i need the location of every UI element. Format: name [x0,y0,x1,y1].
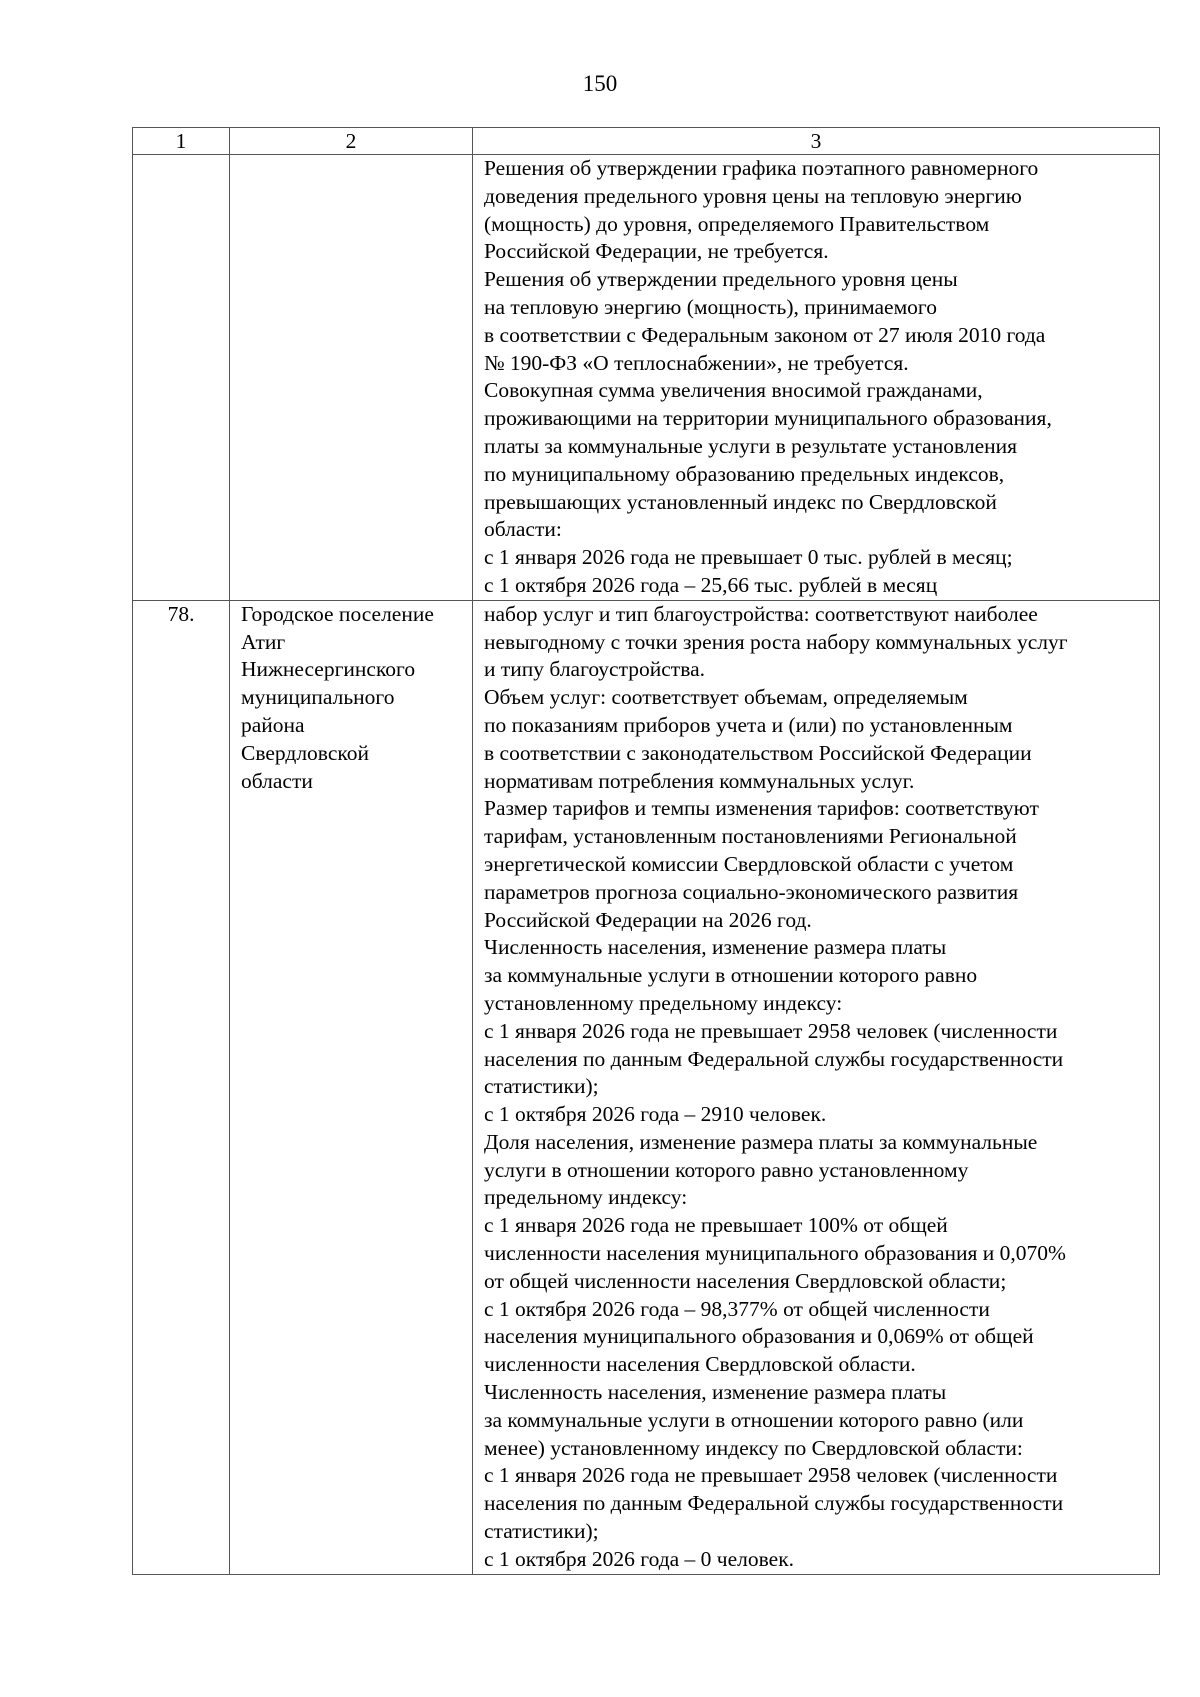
text-line: населения по данным Федеральной службы государственности [484,1046,1064,1071]
text-line: с 1 октября 2026 года – 25,66 тыс. рублей в месяц [484,572,938,597]
text-line: Решения об утверждении графика поэтапного равномерного [484,156,1039,180]
text-line: области: [484,517,562,542]
continuation-municipality-cell [230,155,473,601]
text-line: невыгодному с точки зрения роста набору коммунальных услуг [484,629,1068,654]
text-line: превышающих установленный индекс по Свердловской [484,489,997,514]
table-row-78 [133,600,1160,1574]
text-line: численности населения Свердловской области. [484,1352,916,1377]
text-line: за коммунальные услуги в отношении которого равно (или [484,1407,1024,1432]
text-line: нормативам потребления коммунальных услуг. [484,768,915,793]
text-line: от общей численности населения Свердловской области; [484,1268,1007,1293]
text-line: Численность населения, изменение размера платы [484,1380,947,1405]
municipality-line: Городское поселение [241,601,434,626]
text-line: № 190-ФЗ «О теплоснабжении», не требуется. [484,350,909,375]
municipality-line: Нижнесергинского [241,657,416,682]
text-line: проживающими на территории муниципального образования, [484,406,1052,431]
municipality-line: района [241,712,305,737]
row-number-cell: 78. [133,600,230,1574]
text-line: с 1 января 2026 года не превышает 2958 человек (численности [484,1018,1058,1043]
text-line: по муниципальному образованию предельных индексов, [484,461,1005,486]
description-cell [473,600,1160,1574]
text-line: Численность населения, изменение размера платы [484,935,947,960]
text-line: Российской Федерации на 2026 год. [484,907,812,932]
column-header-municipality: 2 [230,128,473,155]
text-line: параметров прогноза социально-экономического развития [484,879,1019,904]
table-row-continuation [133,155,1160,601]
continuation-description-cell [473,155,1160,601]
municipality-line: области [241,768,313,793]
text-line: с 1 января 2026 года не превышает 0 тыс. рублей в месяц; [484,545,1013,570]
text-line: в соответствии с законодательством Российской Федерации [484,740,1032,765]
text-line: Российской Федерации, не требуется. [484,239,829,264]
page-number: 150 [582,71,618,96]
municipality-cell [230,600,473,1574]
text-line: по показаниям приборов учета и (или) по установленным [484,712,1013,737]
column-header-description: 3 [473,128,1160,155]
text-line: в соответствии с Федеральным законом от 27 июля 2010 года [484,322,1046,347]
text-line: с 1 октября 2026 года – 0 человек. [484,1546,795,1571]
text-line: статистики); [484,1074,599,1099]
text-line: населения по данным Федеральной службы государственности [484,1491,1064,1516]
text-line: на тепловую энергию (мощность), принимаемого [484,294,937,319]
text-line: Решения об утверждении предельного уровня цены [484,267,958,292]
text-line: (мощность) до уровня, определяемого Правительством [484,211,990,236]
municipality-line: муниципального [241,685,395,710]
text-line: доведения предельного уровня цены на тепловую энергию [484,183,1022,208]
text-line: платы за коммунальные услуги в результате установления [484,433,1018,458]
municipality-line: Атиг [241,629,286,654]
text-line: и типу благоустройства. [484,657,705,682]
text-line: с 1 октября 2026 года – 98,377% от общей численности [484,1296,990,1321]
text-line: с 1 октября 2026 года – 2910 человек. [484,1102,827,1127]
text-line: населения муниципального образования и 0,069% от общей [484,1324,1034,1349]
text-line: Доля населения, изменение размера платы за коммунальные [484,1129,1038,1154]
text-line: услуги в отношении которого равно установленному [484,1157,969,1182]
continuation-number-cell [133,155,230,601]
text-line: набор услуг и тип благоустройства: соответствуют наиболее [484,601,1038,626]
text-line: с 1 января 2026 года не превышает 2958 человек (численности [484,1463,1058,1488]
text-line: Объем услуг: соответствует объемам, определяемым [484,685,968,710]
municipality-line: Свердловской [241,740,369,765]
text-line: менее) установленному индексу по Свердловской области: [484,1435,1023,1460]
text-line: статистики); [484,1519,599,1544]
text-line: численности населения муниципального образования и 0,070% [484,1241,1066,1266]
column-header-number: 1 [133,128,230,155]
table-header-row [133,128,1160,155]
text-line: за коммунальные услуги в отношении которого равно [484,963,978,988]
text-line: предельному индексу: [484,1185,688,1210]
text-line: энергетической комиссии Свердловской области с учетом [484,851,1014,876]
text-line: установленному предельному индексу: [484,990,843,1015]
text-line: тарифам, установленным постановлениями Региональной [484,824,1017,849]
text-line: Совокупная сумма увеличения вносимой гражданами, [484,378,983,403]
document-table [132,127,1160,1575]
text-line: Размер тарифов и темпы изменения тарифов: соответствуют [484,796,1039,821]
text-line: с 1 января 2026 года не превышает 100% от общей [484,1213,948,1238]
